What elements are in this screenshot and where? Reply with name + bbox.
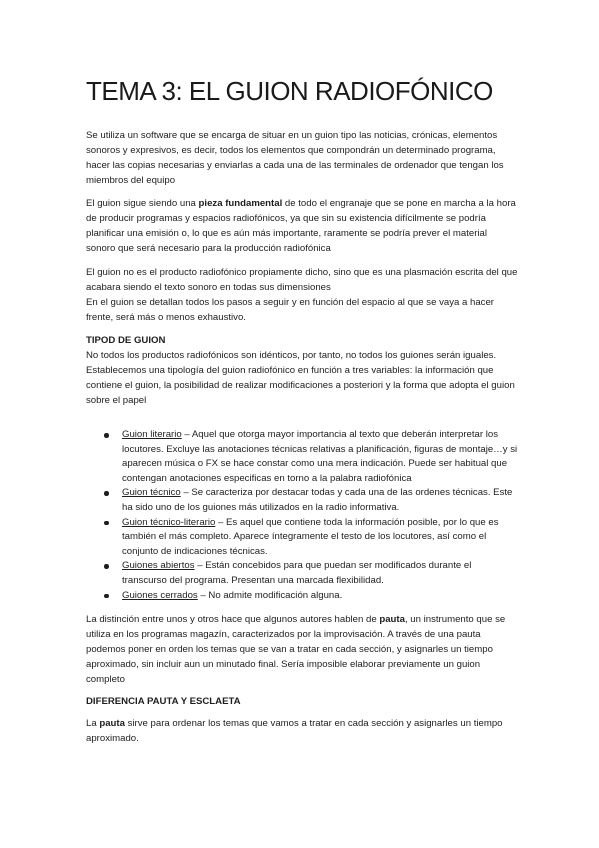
type-desc: – Es aquel que contiene toda la información posible, por lo que es también el más completo. Aparece íntegramente el testo de los locutores, así como el conjunto de indicaciones técnicas.: [122, 516, 499, 557]
type-desc: – No admite modificación alguna.: [197, 589, 343, 601]
type-term: Guion técnico-literario: [122, 516, 216, 528]
intro-paragraph: [86, 128, 518, 188]
type-term: Guiones abiertos: [122, 560, 195, 572]
pauta-paragraph: [86, 612, 518, 687]
producto-text: El guion no es el producto radiofónico propiamente dicho, sino que es una plasmación escrita del que acabara siendo el texto sonoro en todas sus dimensiones: [86, 267, 518, 293]
type-term: Guion técnico: [122, 487, 181, 499]
list-item: [86, 516, 518, 560]
type-term: Guiones cerrados: [122, 589, 198, 601]
last-bold: pauta: [99, 718, 125, 729]
intro-text: Se utiliza un software que se encarga de situar en un guion tipo las noticias, crónicas, elementos sonoros y expresivos, es decir, todos los elementos que compondrán un determinado programa, hacer las copias necesarias y enviarlas a cada una de las terminales de ordenador que tengan los miembros del equipo: [86, 130, 504, 186]
pauta-bold: pauta: [379, 614, 405, 625]
pauta-text: [86, 612, 518, 687]
last-text: [86, 716, 518, 746]
pieza-paragraph: [86, 196, 518, 256]
pieza-text: [86, 196, 518, 256]
pieza-text-start: El guion sigue siendo una: [86, 198, 199, 209]
type-desc: – Están concebidos para que puedan ser modificados durante el transcurso del programa. Presentan una marcada flexibilidad.: [122, 560, 472, 586]
pauta-text-start: La distinción entre unos y otros hace que algunos autores hablen de: [86, 614, 380, 625]
list-item: [86, 486, 518, 515]
section-heading-diferencia: DIFERENCIA PAUTA Y ESCLAETA: [86, 696, 241, 707]
guion-types-list: [86, 428, 518, 603]
pauta-text-end: , un instrumento que se utiliza en los programas magazín, caracterizados por la improvisación. A través de una pauta podemos poner en orden los temas que se van a tratar en cada sección, y asignarles un tiempo aproximado, sin incluir aun un minutado final. Sería imposible elaborar previamente un guion completo: [86, 614, 506, 685]
tipo-section: [86, 333, 518, 408]
section-heading-tipo: TIPOD DE GUION: [86, 335, 166, 346]
pieza-bold: pieza fundamental: [198, 198, 283, 209]
diferencia-section: [86, 694, 518, 709]
list-item: [86, 428, 518, 486]
bullet-icon: [104, 521, 109, 526]
bullet-icon: [104, 564, 109, 569]
tipo-paragraph-1: No todos los productos radiofónicos son idénticos, por tanto, no todos los guiones serán iguales.: [86, 350, 497, 361]
list-item: [86, 559, 518, 588]
bullet-icon: [104, 433, 109, 438]
pieza-text-end: de todo el engranaje que se pone en marcha a la hora de producir programas y espacios radiofónicos, ya que sin su existencia difícilmente se podría planificar una emisión o, lo que es aún más importante, raramente se podría prever el material sonoro que será necesario para la producción radiofónica: [86, 198, 516, 254]
bullet-icon: [104, 491, 109, 496]
bullet-icon: [104, 594, 109, 599]
page-title: TEMA 3: EL GUION RADIOFÓNICO: [86, 76, 493, 106]
last-text-end: sirve para ordenar los temas que vamos a tratar en cada sección y asignarles un tiempo aproximado.: [86, 718, 503, 744]
type-desc: – Aquel que otorga mayor importancia al texto que deberán interpretar los locutores. Excluye las anotaciones técnicas relativas a planificación, figuras de montaje…y si aparecen música o FX se hace constar como una mera indicación. Puede ser habitual que contengan anotaciones especificas en torno a la palabra radiofónica: [122, 429, 518, 484]
detalle-text: En el guion se detallan todos los pasos a seguir y en función del espacio al que se vaya a hacer frente, será más o menos exhaustivo.: [86, 297, 495, 323]
tipo-paragraph-2: Establecemos una tipología del guion radiofónico en función a tres variables: la información que contiene el guion, la posibilidad de realizar modificaciones a posteriori y la forma que adopta el guion sobre el papel: [86, 365, 515, 406]
type-desc: – Se caracteriza por destacar todas y cada una de las ordenes técnicas. Este ha sido uno de los guiones más utilizados en la radio informativa.: [122, 487, 513, 513]
type-term: Guion literario: [122, 429, 182, 440]
list-item: [86, 589, 518, 604]
last-text-start: La: [86, 718, 100, 729]
producto-paragraph: [86, 265, 518, 325]
last-paragraph: [86, 716, 518, 746]
